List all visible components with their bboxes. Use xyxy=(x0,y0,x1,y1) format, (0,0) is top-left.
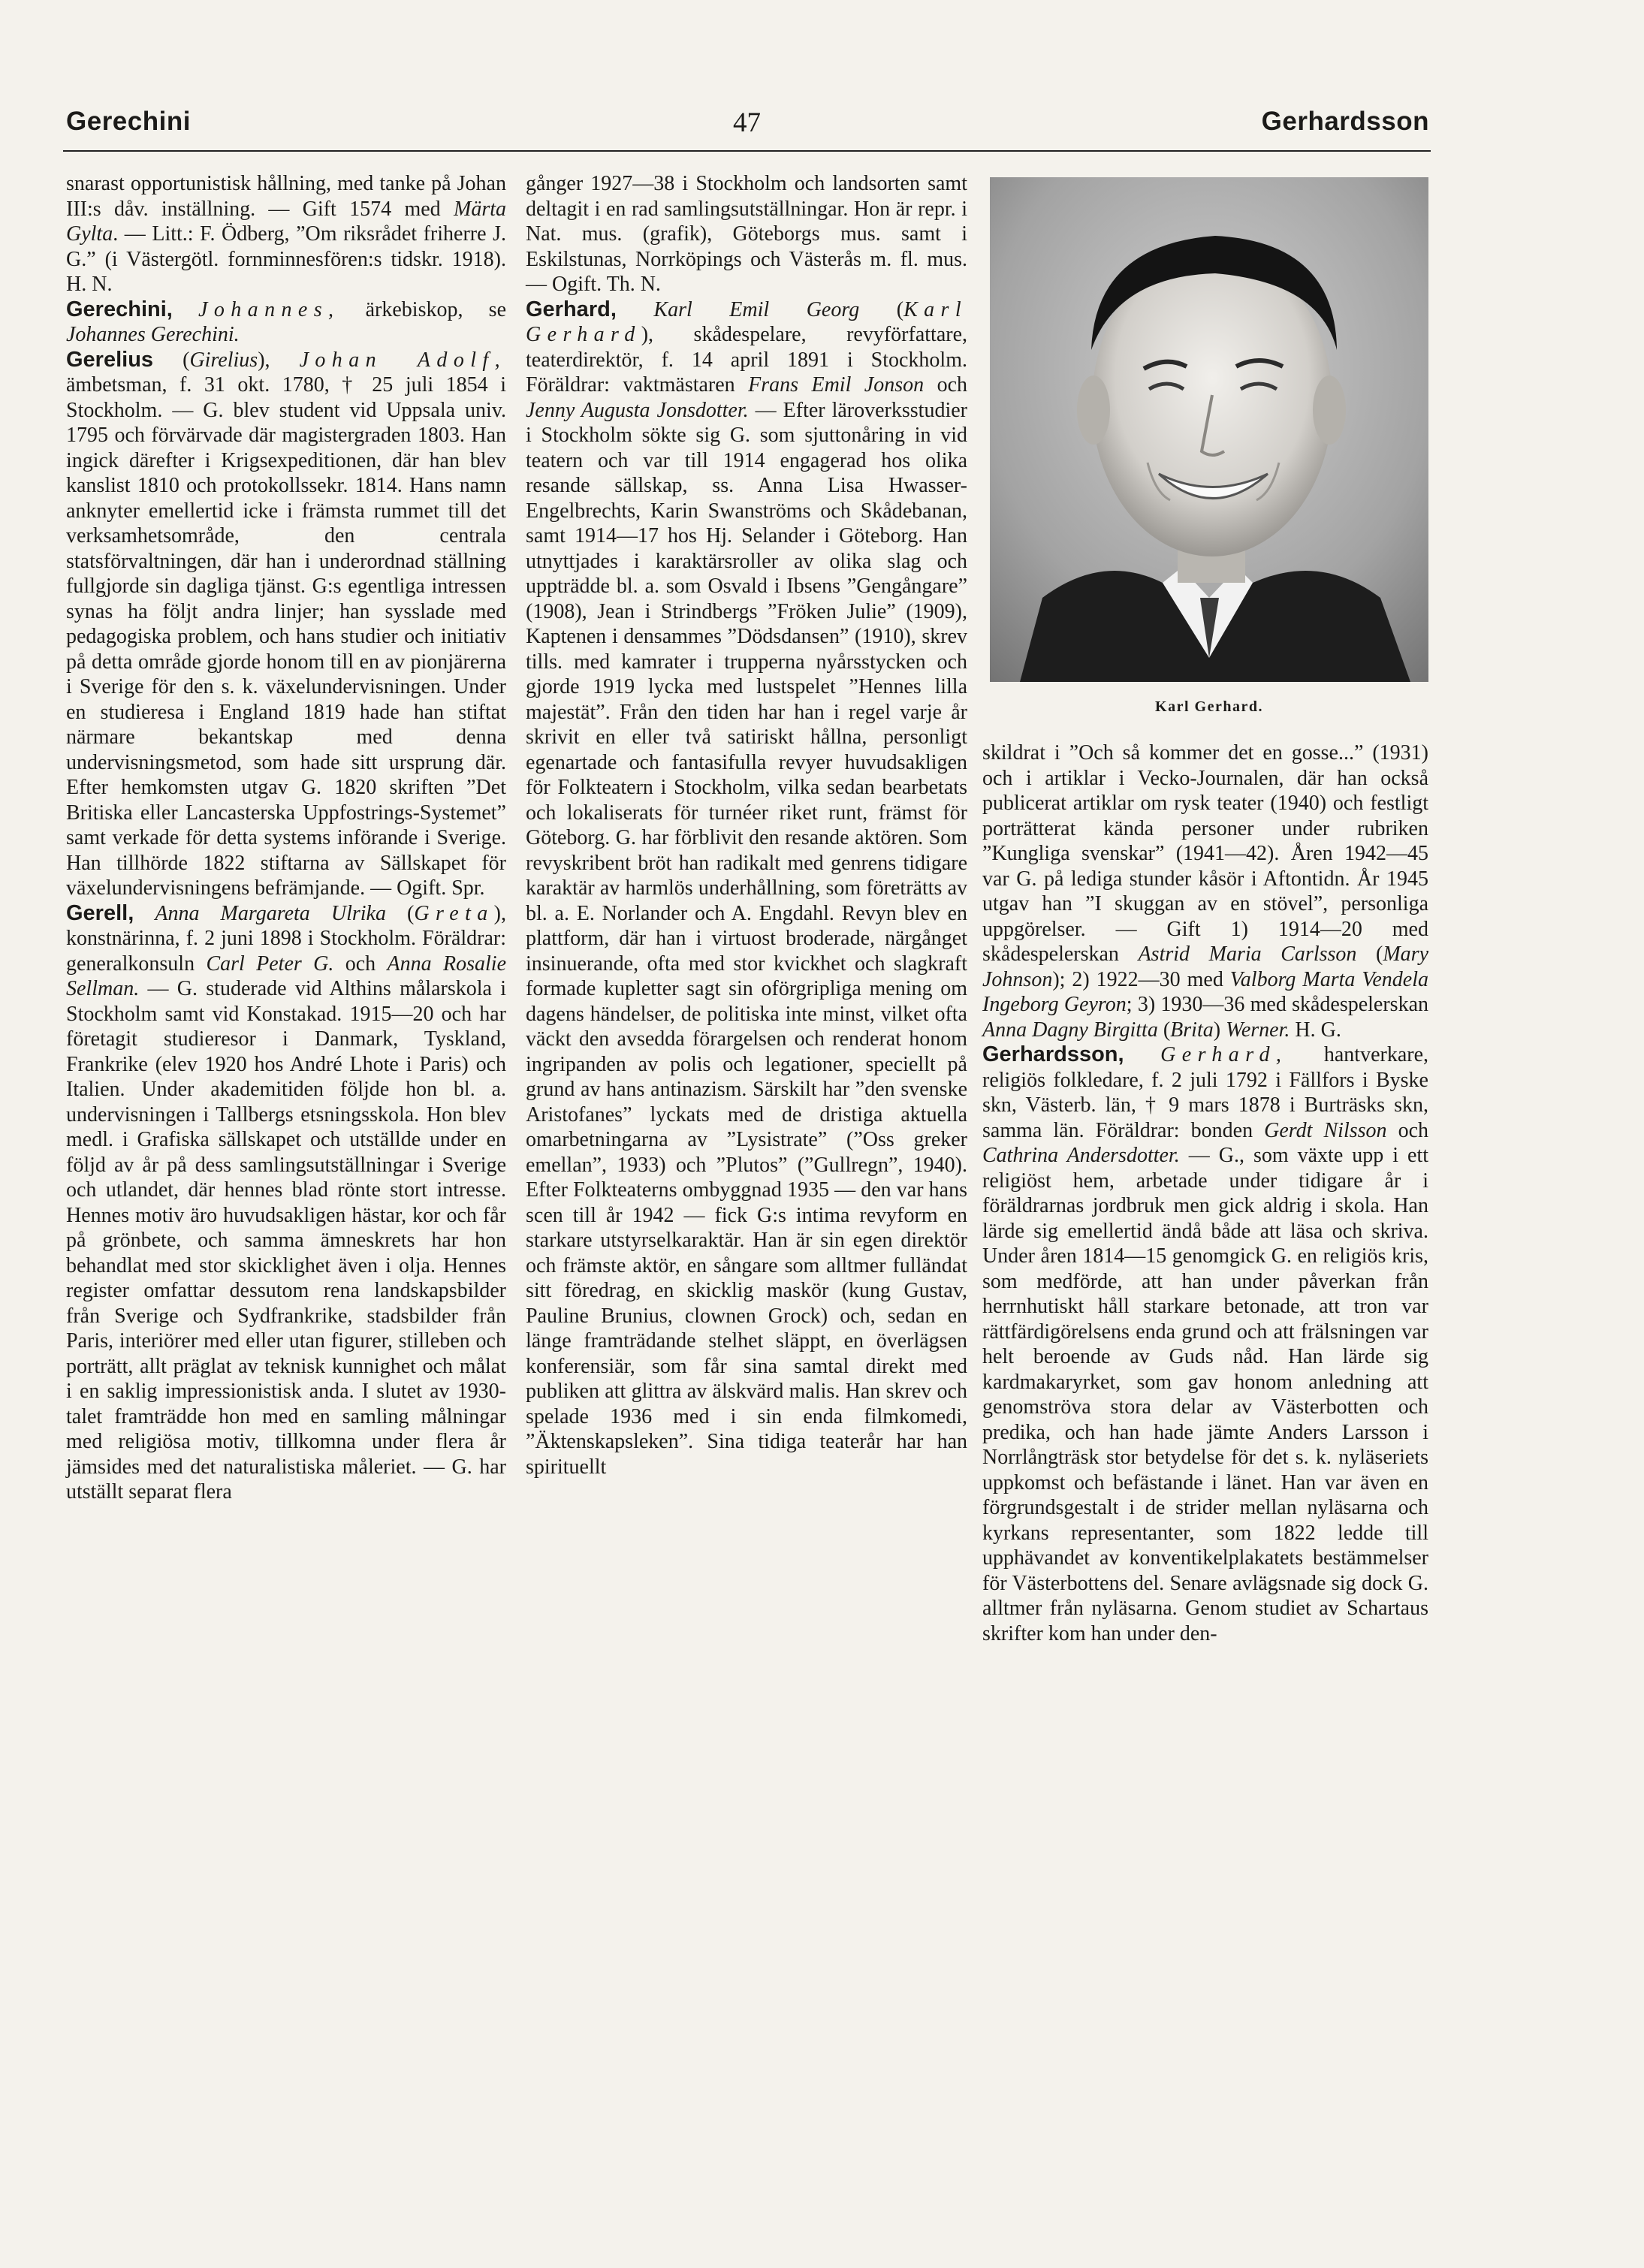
photo-caption: Karl Gerhard. xyxy=(1155,698,1263,715)
entry-headword: Gerhardsson, xyxy=(982,1042,1124,1066)
italic-name: Astrid Maria Carlsson xyxy=(1138,942,1357,966)
text-run: ärkebiskop, se xyxy=(339,297,507,321)
italic-name: Mary Johnson xyxy=(982,942,1429,991)
paragraph xyxy=(526,171,967,297)
text-run: ( xyxy=(385,901,415,925)
italic-name: Carl Peter G. xyxy=(206,952,334,976)
text-run: — Efter läroverksstudier i Stockholm sökte sig G. som sjuttonåring in vid teatern och var till 1914 engagerad hos olika resande sällskap, ss. Anna Lisa Hwasser-Engelbrechts, Karin Swanströms och Skådebanan, samt 1914—17 hos Hj. Selander i Göteborg. Han utnyttjades i karaktärsroller av olika slag och uppträdde bl. a. som Osvald i Ibsens ”Gengångare” (1908), Jean i Strindbergs ”Fröken Julie” (1909), Kaptenen i densammes ”Dödsdansen” (1910), skrev tills. med kamrater i trupperna nyårsstycken och gjorde 1919 lycka med lustspelet ”Hennes lilla majestät”. Från den tiden har han i regel varje år skrivit en eller två satiriskt hållna, personligt egenartade och fantasifulla revyer huvudsakligen för Folkteatern i Stockholm, vilka sedan bearbetats och lokaliserats för turnéer riket runt, främst för Göteborg. G. har förblivit den resande aktören. Som revyskribent bröt han radikalt med genrens tidigare karaktär av harmlös underhållning, som företrätts av bl. a. E. Norlander och A. Engdahl. Revyn blev en plattform, där han i virtuost broderade, närgånget insinuerande, ofta med stor kvickhet och slagkraft formade kupletter sagt sin oförgripliga mening om dagens händelser, de politiska inte minst, vilket ofta väckt den avsedda förargelsen och renderat honom ingripanden av polis och legationer, speciellt på grund av hans antinazism. Särskilt har ”den svenske Aristofanes” lyckats med de dristiga aktuella omarbetningarna av ”Lysistrate” (”Oss greker emellan”, 1933) och ”Plutos” (”Gullregn”, 1940). Efter Folkteaterns ombyggnad 1935 — den var hans scen till år 1942 — fick G:s intima revyform en starkare utstyrselkaraktär. Han är sin egen direktör och främste aktör, en sångare som alltmer fulländat sitt föredrag, en skicklig maskör (kung Gustav, Pauline Brunius, clownen Grock) och, sedan en länge framträdande stelhet släppt, en överlägsen konferensiär, som får sina samtal direkt med publiken att glittra av älskvärd malis. Han skrev och spelade 1936 med i sin enda filmkomedi, ”Äktenskapsleken”. Sina tidiga teaterår har han spirituellt xyxy=(526,398,967,1479)
text-run: ) xyxy=(1213,1018,1226,1042)
paragraph xyxy=(66,348,506,901)
italic-name: Jenny Augusta Jonsdotter. xyxy=(526,398,749,422)
italic-name: Johannes Gerechini. xyxy=(66,323,240,346)
italic-name: Werner. xyxy=(1226,1018,1290,1042)
text-run: ), skådespelare, revyförfattare, teaterdirektör, f. 14 april 1891 i Stockholm. Föräldrar: vaktmästaren xyxy=(526,323,967,397)
italic-name: Karl Emil Georg xyxy=(653,297,860,321)
spaced-name: Karl Gerhard xyxy=(526,297,968,346)
paragraph xyxy=(526,297,967,1480)
text-run: snarast opportunistisk hållning, med tanke på Johan III:s dåv. inställning. — Gift 1574 med xyxy=(66,172,506,221)
text-run: ), konstnärinna, f. 2 juni 1898 i Stockholm. Föräldrar: generalkonsuln xyxy=(66,901,506,976)
italic-name: Anna Dagny Birgitta xyxy=(982,1018,1158,1042)
text-run: . — Litt.: F. Ödberg, ”Om riksrådet friherre J. G.” (i Västergötl. fornminnesfören:s tidskr. 1918). H. N. xyxy=(66,222,506,296)
text-run: hantverkare, religiös folkledare, f. 2 juli 1792 i Fällfors i Byske skn, Västerb. län, † 9 mars 1878 i Burträsks skn, samma län. Föräldrar: bonden xyxy=(982,1043,1428,1142)
paragraph xyxy=(66,297,506,348)
paragraph xyxy=(982,1042,1428,1646)
text-run: ; 3) 1930—36 med skådespelerskan xyxy=(1126,993,1429,1016)
spaced-name: Gerhard, xyxy=(1160,1043,1288,1066)
text-run: — G., som växte upp i ett religiöst hem, arbetade under tidigare år i föräldrarnas jordbruk men gick aldrig i skola. Han lärde sig emellertid ändå både att läsa och skriva. Under åren 1814—15 genomgick G. en religiös kris, som medförde, att han under påverkan från herrnhutiskt håll starkare betonade, att tron var rättfärdigörelsens enda grund och att frälsningen var helt beroende av Guds nåd. Han lärde sig kardmakaryrket, som gav honom anledning att genomströva stora delar av Västerbotten och predika, och han hade jämte Anders Larsson i Norrlångträsk stor betydelse för det s. k. nyläseriets uppkomst och befästande i länet. Han var även en förgrundsgestalt i de strider mellan nyläsarna och kyrkans representanter, som 1822 ledde till upphävandet av konventikelplakatets bestämmelser för Västerbottens del. Senare avlägsnade sig dock G. alltmer från nyläsarna. Genom studiet av Schartaus skrifter kom han under den- xyxy=(982,1144,1429,1645)
text-column-2 xyxy=(526,171,967,1479)
spaced-name: Johannes, xyxy=(198,297,340,321)
text-run: och xyxy=(333,952,388,976)
italic-name: Girelius xyxy=(189,348,258,372)
italic-name: Gerdt Nilsson xyxy=(1264,1118,1387,1142)
text-run xyxy=(1124,1043,1161,1066)
entry-headword: Gerell, xyxy=(66,900,134,925)
text-run: ); 2) 1922—30 med xyxy=(1052,967,1230,991)
text-column-3 xyxy=(982,740,1428,1646)
text-run xyxy=(617,298,654,321)
text-run: och xyxy=(924,373,967,397)
entry-headword: Gerelius xyxy=(66,347,154,372)
text-run: ( xyxy=(1356,942,1383,966)
portrait-photo xyxy=(990,177,1428,682)
text-run: och xyxy=(1386,1118,1429,1142)
spaced-name: Johan Adolf, xyxy=(299,348,506,372)
italic-name: Frans Emil Jonson xyxy=(748,373,925,397)
italic-name: Brita xyxy=(1170,1018,1214,1042)
text-column-1 xyxy=(66,171,506,1505)
page-number: 47 xyxy=(733,107,761,138)
italic-name: Märta Gylta xyxy=(66,197,506,246)
page-header xyxy=(63,105,1431,152)
paragraph xyxy=(982,740,1428,1042)
running-head-left: Gerechini xyxy=(66,107,191,136)
portrait-image xyxy=(990,177,1428,682)
text-run: skildrat i ”Och så kommer det en gosse...” (1931) och i artiklar i Vecko-Journalen, där han också publicerat artiklar om rysk teater (1940) och festligt porträtterat kända personer under rubriken ”Kungliga svenskar” (1941—42). Åren 1942—45 var G. på lediga stunder kåsör i Aftontidn. År 1945 utgav han ”I skuggan av en stövel”, personliga uppgörelser. — Gift 1) 1914—20 med skådespelerskan xyxy=(982,741,1428,966)
text-run: ( xyxy=(153,348,190,372)
paragraph xyxy=(66,901,506,1505)
italic-name: Cathrina Andersdotter. xyxy=(982,1144,1180,1167)
text-run: H. G. xyxy=(1290,1018,1341,1042)
text-run xyxy=(173,298,198,321)
text-run: — G. studerade vid Althins målarskola i Stockholm samt vid Konstakad. 1915—20 och har företagit studieresor i Danmark, Tyskland, Frankrike (elev 1920 hos André Lhote i Paris) och Italien. Under akademitiden följde hon bl. a. undervisningen i Tallbergs etsningsskola. Hon blev medl. i Grafiska sällskapet och utställde under en följd av år på dess samlingsutställningar i Sverige och utlandet, där hennes blad rönte stort intresse. Hennes motiv äro huvudsakligen hästar, kor och får på grönbete, och samma ämneskrets har hon behandlat med stor skicklighet även i olja. Hennes register omfattar dessutom rena landskapsbilder från Sverige och Sydfrankrike, stadsbilder från Paris, interiörer med eller utan figurer, stilleben och porträtt, allt präglat av teknisk kunnighet och målat i en saklig impressionistisk anda. I slutet av 1930-talet framträdde hon med en samling målningar med religiösa motiv, tillkomna under flera år jämsides med det naturalistiska måleriet. — G. har utställt separat flera xyxy=(66,977,506,1503)
text-run xyxy=(134,902,155,925)
italic-name: Valborg Marta Vendela Ingeborg Geyron xyxy=(982,967,1428,1016)
italic-name: Anna Rosalie Sellman. xyxy=(66,952,507,1000)
paragraph xyxy=(66,171,506,297)
running-head-right: Gerhardsson xyxy=(1261,107,1429,136)
text-run: gånger 1927—38 i Stockholm och landsorten samt deltagit i en rad samlingsutställningar. Hon är repr. i Nat. mus. (grafik), Göteborgs mus. samt i Eskilstunas, Norrköpings och Västerås m. fl. mus. — Ogift. Th. N. xyxy=(526,172,967,296)
spaced-name: Greta xyxy=(414,901,494,925)
text-run: ämbetsman, f. 31 okt. 1780, † 25 juli 1854 i Stockholm. — G. blev student vid Uppsala univ. 1795 och förvärvade där magistergraden 1803. Han ingick därefter i Krigsexpeditionen, där han blev kanslist 1810 och protokollssekr. 1814. Hans namn anknyter emellertid icke i främsta rummet till det verksamhetsområde, den centrala statsförvaltningen, där han i underordnad ställning fullgjorde sin dagliga tjänst. G:s egentliga intressen synas ha följt andra linjer; han sysslade med pedagogiska problem, och hans studier och initiativ på detta område gjorde honom till en av pionjärerna i Sverige för den s. k. växelundervisningen. Under en studieresa i England 1819 hade han stiftat närmare bekantskap med denna undervisningsmetod, som hade sitt ursprung där. Efter hemkomsten utgav G. 1820 skriften ”Det Britiska eller Lancasterska Uppfostrings-Systemet” samt verkade för detta systems införande i Sverige. Han tillhörde 1822 stiftarna av Sällskapet för växelundervisningens befrämjande. — Ogift. Spr. xyxy=(66,373,506,900)
text-run: ), xyxy=(258,348,300,372)
italic-name: Anna Margareta Ulrika xyxy=(155,901,386,925)
text-run: ( xyxy=(859,297,904,321)
text-run: ( xyxy=(1157,1018,1171,1042)
entry-headword: Gerhard, xyxy=(526,297,617,321)
entry-headword: Gerechini, xyxy=(66,297,173,321)
